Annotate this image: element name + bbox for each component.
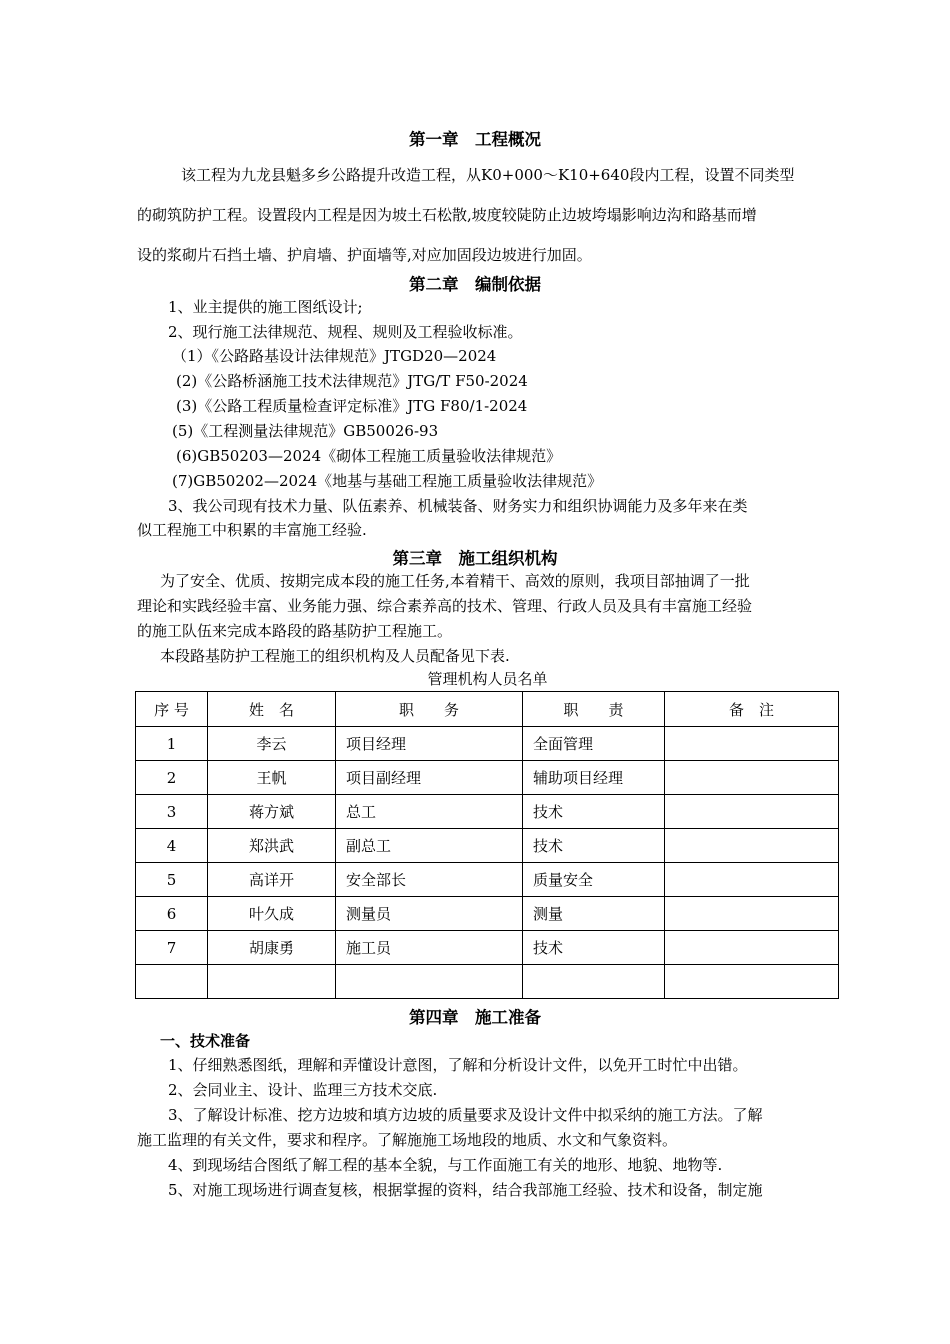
- table-caption: 管理机构人员名单: [427, 670, 548, 688]
- ch2-ref-3: (3)《公路工程质量检查评定标准》JTG F80/1-2024: [176, 397, 528, 415]
- cell-position: 副总工: [336, 829, 523, 863]
- ch4-subtitle: 一、技术准备: [160, 1032, 251, 1050]
- cell-position: 安全部长: [336, 863, 523, 897]
- ch4-line-1: 1、仔细熟悉图纸，理解和弄懂设计意图，了解和分析设计文件，以免开工时忙中出错。: [168, 1056, 748, 1074]
- cell-remark: [665, 931, 839, 965]
- chapter-3-title: 第三章 施工组织机构: [392, 549, 558, 568]
- cell-position: 测量员: [336, 897, 523, 931]
- ch3-line-2: 理论和实践经验丰富、业务能力强、综合素养高的技术、管理、行政人员及具有丰富施工经验: [137, 597, 753, 615]
- ch2-line-2: 2、现行施工法律规范、规程、规则及工程验收标准。: [168, 323, 523, 341]
- cell-remark: [665, 829, 839, 863]
- cell-remark: [665, 761, 839, 795]
- cell-name: 蒋方斌: [208, 795, 336, 829]
- cell-name: 叶久成: [208, 897, 336, 931]
- table-row: [136, 795, 839, 829]
- table-row: [136, 931, 839, 965]
- header-remark: 备 注: [665, 692, 839, 727]
- cell-seq: 7: [136, 931, 208, 965]
- header-seq: 序 号: [136, 692, 208, 727]
- cell-seq: 2: [136, 761, 208, 795]
- table-row: [136, 829, 839, 863]
- cell-position: 施工员: [336, 931, 523, 965]
- cell-duty: 技术: [523, 931, 665, 965]
- cell-remark: [665, 897, 839, 931]
- cell-duty: 测量: [523, 897, 665, 931]
- ch2-ref-5: (5)《工程测量法律规范》GB50026-93: [172, 422, 439, 440]
- cell-remark: [665, 727, 839, 761]
- table-row: [136, 863, 839, 897]
- cell-duty: 全面管理: [523, 727, 665, 761]
- header-name: 姓 名: [208, 692, 336, 727]
- cell-position: 项目副经理: [336, 761, 523, 795]
- cell-remark: [665, 863, 839, 897]
- cell-remark: [665, 795, 839, 829]
- header-duty: 职 责: [523, 692, 665, 727]
- chapter-1-title: 第一章 工程概况: [409, 130, 541, 149]
- ch2-ref-2: (2)《公路桥涵施工技术法律规范》JTG/T F50-2024: [176, 372, 528, 390]
- ch2-ref-6: (6)GB50203—2024《砌体工程施工质量验收法律规范》: [176, 447, 562, 465]
- ch2-ref-1: （1）《公路路基设计法律规范》JTGD20—2024: [172, 347, 497, 365]
- ch4-line-2: 2、会同业主、设计、监理三方技术交底.: [168, 1081, 438, 1099]
- table-header-row: [136, 692, 839, 727]
- ch2-ref-7: (7)GB50202—2024《地基与基础工程施工质量验收法律规范》: [172, 472, 603, 490]
- cell-duty: [523, 965, 665, 999]
- cell-name: 李云: [208, 727, 336, 761]
- ch2-line-3: 3、我公司现有技术力量、队伍素养、机械装备、财务实力和组织协调能力及多年来在类: [168, 497, 748, 515]
- ch4-line-4: 施工监理的有关文件，要求和程序。了解施施工场地段的地质、水文和气象资料。: [137, 1131, 678, 1149]
- cell-duty: 质量安全: [523, 863, 665, 897]
- header-position: 职 务: [336, 692, 523, 727]
- ch1-line-1: 该工程为九龙县魁多乡公路提升改造工程，从K0+000～K10+640段内工程，设置不同类型: [181, 166, 795, 184]
- ch2-line-1: 1、业主提供的施工图纸设计;: [168, 298, 363, 316]
- ch2-line-4: 似工程施工中积累的丰富施工经验.: [137, 521, 367, 539]
- table-row: [136, 761, 839, 795]
- cell-position: [336, 965, 523, 999]
- cell-name: 王帆: [208, 761, 336, 795]
- ch3-line-1: 为了安全、优质、按期完成本段的施工任务,本着精干、高效的原则，我项目部抽调了一批: [160, 572, 750, 590]
- table-row-empty: [136, 965, 839, 999]
- table-row: [136, 727, 839, 761]
- cell-duty: 技术: [523, 795, 665, 829]
- ch4-line-6: 5、对施工现场进行调查复核，根据掌握的资料，结合我部施工经验、技术和设备，制定施: [168, 1181, 763, 1199]
- cell-position: 项目经理: [336, 727, 523, 761]
- ch4-line-3: 3、了解设计标准、挖方边坡和填方边坡的质量要求及设计文件中拟采纳的施工方法。了解: [168, 1106, 763, 1124]
- cell-seq: 5: [136, 863, 208, 897]
- ch3-line-3: 的施工队伍来完成本路段的路基防护工程施工。: [137, 622, 453, 640]
- cell-name: 胡康勇: [208, 931, 336, 965]
- chapter-2-title: 第二章 编制依据: [409, 275, 541, 294]
- cell-name: [208, 965, 336, 999]
- cell-position: 总工: [336, 795, 523, 829]
- cell-duty: 辅助项目经理: [523, 761, 665, 795]
- cell-seq: 6: [136, 897, 208, 931]
- cell-seq: 1: [136, 727, 208, 761]
- cell-seq: 4: [136, 829, 208, 863]
- ch4-line-5: 4、到现场结合图纸了解工程的基本全貌，与工作面施工有关的地形、地貌、地物等.: [168, 1156, 723, 1174]
- staff-table: [135, 691, 839, 999]
- cell-seq: 3: [136, 795, 208, 829]
- cell-name: 郑洪武: [208, 829, 336, 863]
- chapter-4-title: 第四章 施工准备: [409, 1008, 541, 1027]
- ch1-line-2: 的砌筑防护工程。设置段内工程是因为坡土石松散,坡度较陡防止边坡垮塌影响边沟和路基而增: [137, 206, 757, 224]
- cell-seq: [136, 965, 208, 999]
- cell-remark: [665, 965, 839, 999]
- ch3-line-4: 本段路基防护工程施工的组织机构及人员配备见下表.: [160, 647, 510, 665]
- table-row: [136, 897, 839, 931]
- cell-name: 高详开: [208, 863, 336, 897]
- cell-duty: 技术: [523, 829, 665, 863]
- ch1-line-3: 设的浆砌片石挡土墙、护肩墙、护面墙等,对应加固段边坡进行加固。: [137, 246, 592, 264]
